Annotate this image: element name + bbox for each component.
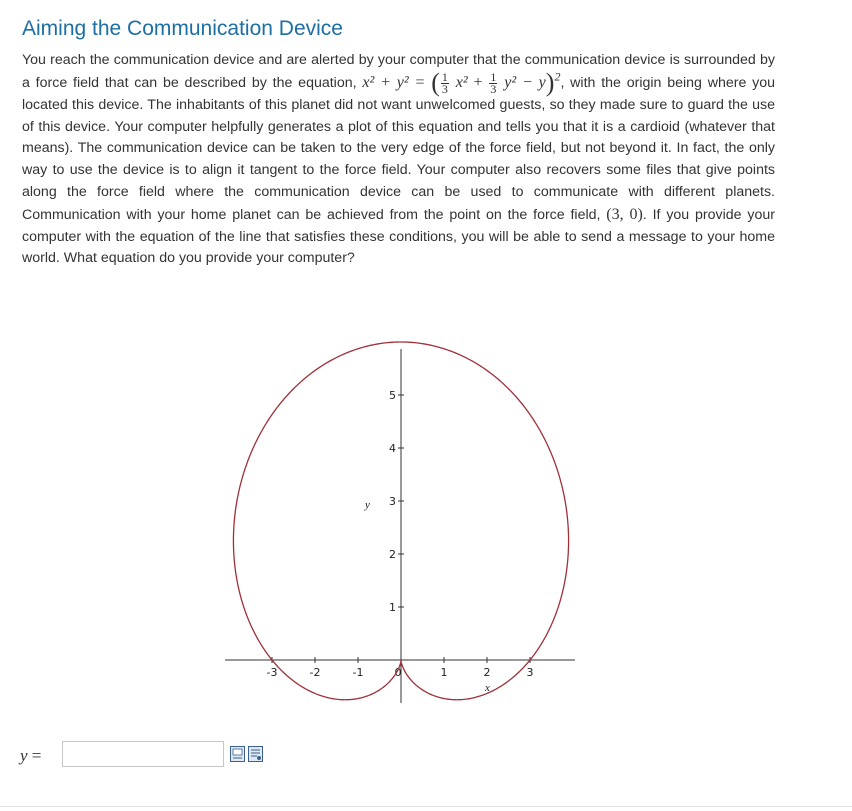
axis-ticks (267, 389, 534, 679)
y-tick-label: 4 (389, 442, 396, 455)
problem-text-part-3: . If you provide your computer with the equation of the line that satisfies these conditions, you will be able to send a message to your home world. What equation do you provide your computer? (22, 206, 775, 267)
equation-x2: x² (455, 73, 468, 91)
equation-lhs: x² + y² = (362, 73, 426, 91)
equation-open-paren: ( (431, 67, 440, 97)
equation-minus-y: − y (522, 73, 546, 91)
x-axis-label: x (485, 682, 490, 694)
problem-text (22, 50, 775, 270)
problem-text-part-2: , with the origin being where you located this device. The inhabitants of this planet did not want unwelcomed guests, so they made sure to guard the use of this device. Your computer helpfully generates a plot of this equation and tells you that it is a cardioid (whatever that means). The communication device can be taken to the very edge of the force field, but not beyond it. In fact, the only way to use the device is to align it tangent to the force field. Your computer also recovers some files that give points along the force field where the communication device can be used to communicate with different planets. Communication with your home planet can be achieved from the point on the force field, (22, 74, 776, 223)
y-tick-label: 5 (389, 389, 396, 402)
x-tick-label: 1 (440, 666, 448, 679)
equation-fraction-2: $\frac{1}{3}$ (490, 69, 497, 96)
x-tick-label: 0 (394, 666, 402, 679)
y-axis-label: y (365, 499, 370, 511)
problem-title: Aiming the Communication Device (22, 17, 343, 40)
y-tick-label: 3 (389, 495, 396, 508)
bottom-divider (0, 806, 852, 807)
y-tick-label: 2 (389, 548, 396, 561)
equation-power: 2 (554, 69, 561, 84)
answer-input[interactable] (62, 741, 224, 767)
equation-preview-icon[interactable] (230, 746, 245, 762)
answer-label-equals: = (31, 746, 42, 765)
equation-y2: y² (504, 73, 517, 91)
x-tick-label: -1 (352, 666, 364, 679)
equation-help-icon[interactable] (248, 746, 263, 762)
x-tick-label: -2 (309, 666, 321, 679)
equation-close-paren: ) (545, 67, 555, 97)
x-tick-label: 2 (483, 666, 491, 679)
force-field-equation: x² + y² = ( $\frac{1}{3}$ x² + $\frac{1}{3}$ y² − y)$^2$ (362, 67, 561, 97)
equation-fraction-1: $\frac{1}{3}$ (441, 69, 448, 96)
answer-label-variable: y (20, 746, 28, 765)
y-tick-label: 1 (389, 601, 396, 614)
answer-label (20, 746, 41, 766)
x-tick-label: 3 (526, 666, 534, 679)
cardioid-plot (222, 336, 582, 706)
axes (225, 349, 575, 703)
problem-text-part-1: You reach the communication device and are alerted by your computer that the communication device is surrounded by a force field that can be described by the equation, (22, 52, 775, 91)
point-coordinates: (3, 0) (606, 205, 643, 223)
x-tick-label: -3 (266, 666, 278, 679)
